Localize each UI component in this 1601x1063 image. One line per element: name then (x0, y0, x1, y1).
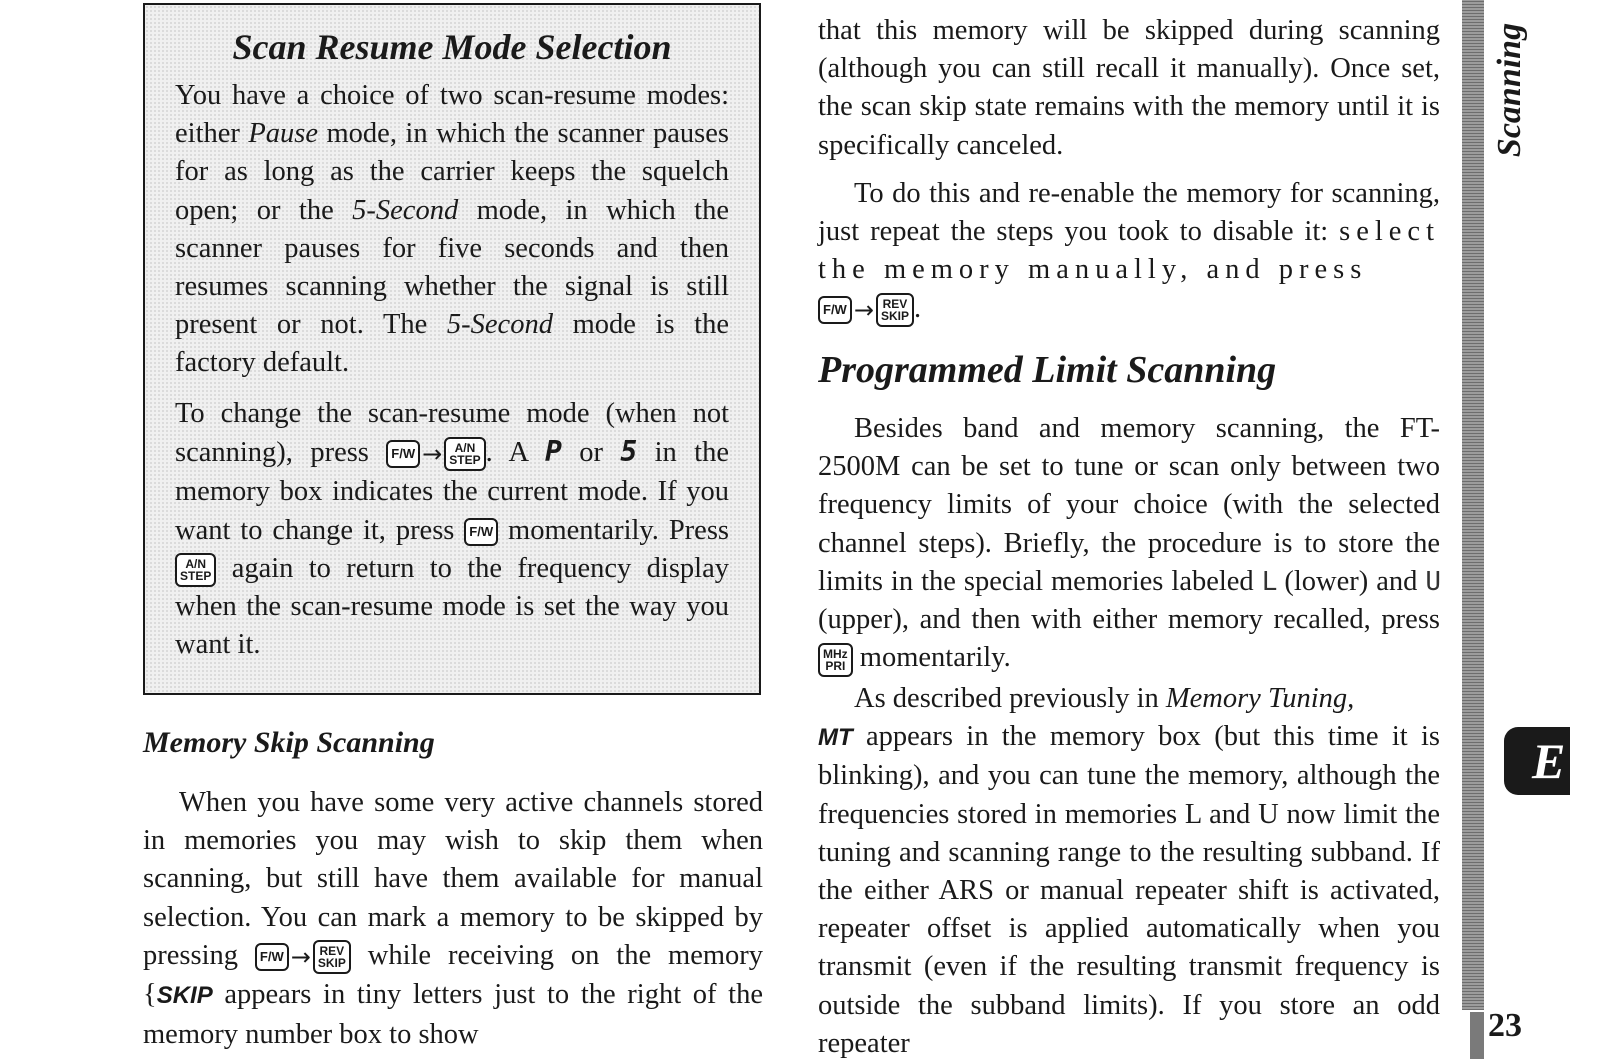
box-paragraph-2 (175, 395, 729, 665)
mt-indicator: MT (818, 724, 853, 752)
key-top: A/N (454, 441, 476, 456)
text: while receiving on the memory { (143, 939, 764, 1011)
text: appears in the memory box (but this time it is blinking), and you can tune the memory, although the frequencies stored in memories L and U now limit the tuning and scanning range to the resulting subband. If the either ARS or manual repeater shift is activated, repeater offset is applied automatically when you transmit (even if the resulting transmit frequency is outside the subband limits). If you store an odd repeater (818, 721, 1440, 1059)
pause-term: Pause (248, 118, 319, 150)
key-bottom: STEP (180, 569, 212, 584)
text: in the memory box indicates the current mode. If you want to change it, press (175, 436, 729, 546)
key-bottom: SKIP (880, 309, 909, 324)
text: that this memory will be skipped during scanning (although you can still recall it manually). Once set, the scan skip state remains with the memory until it is specifically canceled. (818, 15, 1440, 161)
left-body (143, 784, 763, 1054)
lcd-s-symbol: 5 (620, 434, 638, 468)
fw-key-icon: F/W (386, 440, 420, 468)
programmed-limit-heading: Programmed Limit Scanning (818, 349, 1277, 391)
rev-skip-key-icon (313, 940, 351, 974)
rev-skip-key-icon (876, 293, 914, 327)
page-number: 23 (1488, 1007, 1522, 1044)
key-bottom: SKIP (317, 956, 346, 971)
text: appears in tiny letters just to the right of the memory number box to show (143, 979, 763, 1050)
section-tab-letter: E (1532, 733, 1566, 789)
text: When you have some very active channels stored in memories you may wish to skip them when scanning, but still have them available for manual selection. You can mark a memory to be skipped by pressing (143, 787, 763, 971)
box-paragraph-1 (175, 77, 729, 383)
box-title: Scan Resume Mode Selection (232, 27, 672, 67)
an-step-key-icon (175, 553, 216, 587)
text: select the memory manually, and press (818, 216, 1440, 286)
right-paragraph-4 (818, 680, 1440, 1063)
text: mode is the factory default. (175, 309, 729, 379)
section-thumb-bar (1462, 0, 1484, 1010)
text: or (561, 436, 621, 468)
key-top: REV (882, 297, 908, 312)
text: To do this and re-enable the memory for scanning, just repeat the steps you took to disable it: (818, 178, 1440, 248)
key-top: MHz (823, 646, 848, 661)
section-tab (1504, 727, 1570, 795)
mhz-pri-key-icon (818, 643, 853, 677)
memory-skip-paragraph (143, 784, 763, 1054)
right-paragraph-2 (818, 175, 1440, 329)
five-second-term: 5-Second (446, 309, 553, 341)
memory-tuning-paragraph (818, 680, 1440, 1063)
text: Besides band and memory scanning, the FT-2500M can be set to tune or scan only between two frequency limits of your choice (with the selected channel steps). Briefly, the procedure is to store the limits in the special memories labeled (818, 413, 1440, 597)
arrow-icon: → (422, 440, 443, 469)
key-top: REV (319, 944, 345, 959)
text: (upper), and then with either memory recalled, press (818, 604, 1440, 636)
text: You have a choice of two scan-resume modes: either (175, 80, 729, 150)
section-label (1488, 10, 1532, 170)
key-bottom: STEP (449, 453, 481, 468)
arrow-icon: → (853, 295, 874, 324)
text: As described previously in (854, 683, 1166, 714)
text: To change the scan-resume mode (when not scanning), press (175, 397, 729, 468)
lcd-u-symbol: U (1425, 566, 1441, 597)
scan-resume-box (143, 3, 761, 695)
text: (lower) and (1276, 565, 1426, 597)
right-paragraph-1 (818, 12, 1440, 165)
an-step-key-icon (444, 437, 485, 471)
skip-indicator: SKIP (156, 982, 213, 1010)
lcd-l-symbol: L (1261, 566, 1277, 597)
text: . (913, 292, 922, 324)
section-label-text: Scanning (1491, 22, 1528, 158)
cancel-skip-paragraph (818, 175, 1440, 329)
text: momentarily. (852, 642, 1011, 674)
limit-paragraph (818, 410, 1440, 677)
five-second-term: 5-Second (352, 194, 459, 226)
lcd-p-symbol: P (544, 434, 562, 468)
key-top: A/N (185, 557, 206, 572)
thumb-bar-end (1470, 1012, 1484, 1059)
key-bottom: PRI (825, 658, 846, 673)
text: . A (485, 436, 545, 468)
fw-key-icon: F/W (255, 943, 289, 971)
text: momentarily. Press (498, 514, 729, 546)
memory-skip-heading: Memory Skip Scanning (143, 726, 435, 759)
fw-key-icon: F/W (464, 518, 498, 546)
text: again to return to the frequency display when the scan-resume mode is set the way you want it. (175, 552, 729, 661)
text: mode, in which the scanner pauses for five seconds and then resumes scanning whether the signal is still present or not. The (175, 194, 729, 341)
fw-key-icon: F/W (818, 296, 852, 324)
memory-tuning-term: Memory Tuning, (1165, 683, 1355, 714)
arrow-icon: → (290, 943, 311, 972)
text: mode, in which the scanner pauses for as long as the carrier keeps the squelch open; or the (175, 118, 729, 226)
right-paragraph-3 (818, 410, 1440, 677)
